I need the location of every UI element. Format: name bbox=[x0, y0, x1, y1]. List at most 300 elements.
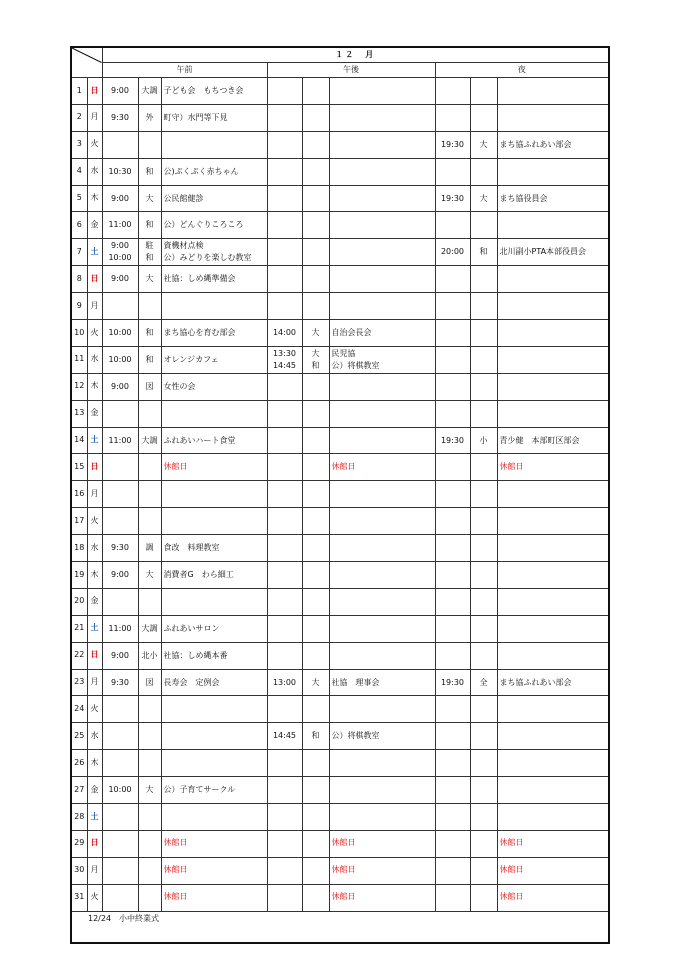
night-time bbox=[435, 131, 470, 158]
event-place: 大 bbox=[145, 193, 154, 203]
afternoon-event bbox=[329, 804, 435, 831]
morning-time bbox=[102, 320, 138, 347]
night-time bbox=[435, 830, 470, 857]
afternoon-place bbox=[302, 723, 329, 750]
night-time bbox=[435, 562, 470, 589]
period-night: 夜 bbox=[435, 63, 609, 78]
afternoon-place bbox=[302, 454, 329, 481]
event-title: 公）みどりを楽しむ教室 bbox=[163, 253, 252, 263]
event-title: 自治会長会 bbox=[331, 327, 372, 337]
event-time: 11:00 bbox=[108, 623, 132, 633]
night-place bbox=[470, 158, 497, 185]
event-title: 女性の会 bbox=[163, 381, 196, 391]
day-row bbox=[71, 185, 609, 212]
morning-closed-notice: 休館日 bbox=[161, 830, 267, 857]
day-number: 8 bbox=[71, 266, 87, 293]
night-closed-notice: 休館日 bbox=[497, 857, 609, 884]
day-row bbox=[71, 884, 609, 911]
afternoon-place bbox=[302, 481, 329, 508]
morning-time bbox=[102, 830, 138, 857]
event-title: まち協心を育む部会 bbox=[163, 327, 236, 337]
event-title: 北川副小PTA本部役員会 bbox=[499, 247, 587, 257]
day-number: 30 bbox=[71, 857, 87, 884]
afternoon-place bbox=[302, 804, 329, 831]
morning-place bbox=[138, 158, 161, 185]
night-place bbox=[470, 185, 497, 212]
event-title: 社協 理事会 bbox=[331, 677, 380, 687]
event-place: 和 bbox=[145, 220, 154, 230]
afternoon-place bbox=[302, 212, 329, 239]
afternoon-place bbox=[302, 696, 329, 723]
night-time bbox=[435, 293, 470, 320]
afternoon-place bbox=[302, 158, 329, 185]
morning-place bbox=[138, 804, 161, 831]
afternoon-time bbox=[267, 320, 302, 347]
weekday: 金 bbox=[87, 777, 102, 804]
morning-place bbox=[138, 642, 161, 669]
night-place bbox=[470, 669, 497, 696]
day-row bbox=[71, 427, 609, 454]
weekday: 月 bbox=[87, 481, 102, 508]
morning-time bbox=[102, 212, 138, 239]
afternoon-place bbox=[302, 588, 329, 615]
afternoon-time bbox=[267, 266, 302, 293]
day-row bbox=[71, 320, 609, 347]
night-place bbox=[470, 615, 497, 642]
afternoon-time bbox=[267, 696, 302, 723]
weekday: 月 bbox=[87, 857, 102, 884]
event-title: 社協：しめ縄準備会 bbox=[163, 274, 236, 284]
morning-event bbox=[161, 804, 267, 831]
day-number: 23 bbox=[71, 669, 87, 696]
event-place: 和 bbox=[145, 354, 154, 364]
morning-place bbox=[138, 104, 161, 131]
morning-event bbox=[161, 615, 267, 642]
event-place: 和 bbox=[145, 253, 154, 263]
event-place: 和 bbox=[311, 360, 320, 370]
morning-time bbox=[102, 427, 138, 454]
night-time bbox=[435, 723, 470, 750]
schedule-sheet bbox=[70, 46, 610, 944]
night-place bbox=[470, 535, 497, 562]
morning-closed-notice: 休館日 bbox=[161, 884, 267, 911]
night-event bbox=[497, 239, 609, 266]
event-title: 民児協 bbox=[331, 348, 356, 358]
morning-closed-notice: 休館日 bbox=[161, 857, 267, 884]
morning-place bbox=[138, 78, 161, 105]
weekday: 木 bbox=[87, 562, 102, 589]
morning-time bbox=[102, 723, 138, 750]
night-place bbox=[470, 427, 497, 454]
afternoon-place bbox=[302, 320, 329, 347]
night-event bbox=[497, 750, 609, 777]
night-event bbox=[497, 669, 609, 696]
night-event bbox=[497, 535, 609, 562]
morning-place bbox=[138, 373, 161, 400]
footer-note: 12/24 小中終業式 bbox=[71, 911, 609, 943]
night-event bbox=[497, 777, 609, 804]
day-row bbox=[71, 239, 609, 266]
afternoon-place bbox=[302, 346, 329, 373]
event-time: 9:00 bbox=[111, 274, 129, 284]
morning-place bbox=[138, 588, 161, 615]
day-row bbox=[71, 373, 609, 400]
morning-place bbox=[138, 535, 161, 562]
afternoon-place bbox=[302, 104, 329, 131]
afternoon-place bbox=[302, 508, 329, 535]
day-row bbox=[71, 588, 609, 615]
event-place: 和 bbox=[145, 166, 154, 176]
night-time bbox=[435, 750, 470, 777]
morning-time bbox=[102, 293, 138, 320]
day-number: 1 bbox=[71, 78, 87, 105]
afternoon-time bbox=[267, 535, 302, 562]
day-row bbox=[71, 400, 609, 427]
morning-event bbox=[161, 508, 267, 535]
morning-event bbox=[161, 723, 267, 750]
event-title: まち協ふれあい部会 bbox=[499, 139, 572, 149]
morning-place bbox=[138, 696, 161, 723]
night-time bbox=[435, 642, 470, 669]
morning-event bbox=[161, 400, 267, 427]
afternoon-place bbox=[302, 750, 329, 777]
morning-event bbox=[161, 266, 267, 293]
day-row bbox=[71, 696, 609, 723]
morning-event bbox=[161, 373, 267, 400]
afternoon-place bbox=[302, 562, 329, 589]
afternoon-place bbox=[302, 427, 329, 454]
morning-time bbox=[102, 78, 138, 105]
afternoon-time bbox=[267, 750, 302, 777]
night-time bbox=[435, 454, 470, 481]
afternoon-event bbox=[329, 346, 435, 373]
weekday: 月 bbox=[87, 669, 102, 696]
event-place: 大調 bbox=[141, 85, 158, 95]
day-number: 9 bbox=[71, 293, 87, 320]
morning-event bbox=[161, 535, 267, 562]
morning-time bbox=[102, 131, 138, 158]
night-closed-notice: 休館日 bbox=[497, 830, 609, 857]
night-place bbox=[470, 346, 497, 373]
day-number: 3 bbox=[71, 131, 87, 158]
night-place bbox=[470, 131, 497, 158]
event-time: 13:00 bbox=[272, 677, 297, 687]
day-row bbox=[71, 615, 609, 642]
morning-time bbox=[102, 535, 138, 562]
morning-time bbox=[102, 346, 138, 373]
morning-time bbox=[102, 804, 138, 831]
day-number: 13 bbox=[71, 400, 87, 427]
night-time bbox=[435, 696, 470, 723]
weekday: 日 bbox=[87, 454, 102, 481]
afternoon-event bbox=[329, 185, 435, 212]
afternoon-time bbox=[267, 158, 302, 185]
day-row bbox=[71, 481, 609, 508]
morning-place bbox=[138, 508, 161, 535]
afternoon-place bbox=[302, 185, 329, 212]
day-number: 26 bbox=[71, 750, 87, 777]
event-time: 19:30 bbox=[440, 139, 465, 149]
night-time bbox=[435, 615, 470, 642]
night-event bbox=[497, 78, 609, 105]
weekday: 日 bbox=[87, 78, 102, 105]
morning-closed-notice: 休館日 bbox=[161, 454, 267, 481]
day-number: 17 bbox=[71, 508, 87, 535]
morning-place bbox=[138, 454, 161, 481]
afternoon-place bbox=[302, 777, 329, 804]
morning-time bbox=[102, 481, 138, 508]
day-row bbox=[71, 131, 609, 158]
afternoon-place bbox=[302, 131, 329, 158]
night-event bbox=[497, 642, 609, 669]
night-place bbox=[470, 293, 497, 320]
afternoon-event bbox=[329, 777, 435, 804]
event-place: 大調 bbox=[141, 623, 158, 633]
night-place bbox=[470, 400, 497, 427]
morning-event bbox=[161, 104, 267, 131]
morning-time bbox=[102, 615, 138, 642]
morning-event bbox=[161, 293, 267, 320]
event-title: まち協役員会 bbox=[499, 193, 548, 203]
corner-diagonal bbox=[72, 48, 102, 77]
morning-place bbox=[138, 669, 161, 696]
night-closed-notice: 休館日 bbox=[497, 884, 609, 911]
event-time: 19:30 bbox=[440, 435, 465, 445]
morning-place bbox=[138, 320, 161, 347]
morning-time bbox=[102, 696, 138, 723]
morning-event bbox=[161, 562, 267, 589]
morning-event bbox=[161, 320, 267, 347]
night-event bbox=[497, 104, 609, 131]
event-time: 10:00 bbox=[108, 785, 132, 795]
period-afternoon: 午後 bbox=[267, 63, 435, 78]
event-time: 10:00 bbox=[108, 354, 132, 364]
day-row bbox=[71, 212, 609, 239]
afternoon-time bbox=[267, 562, 302, 589]
afternoon-place bbox=[302, 830, 329, 857]
event-time: 10:00 bbox=[108, 253, 132, 263]
morning-event bbox=[161, 427, 267, 454]
night-place bbox=[470, 830, 497, 857]
night-place bbox=[470, 373, 497, 400]
event-place: 大 bbox=[145, 785, 154, 795]
day-number: 14 bbox=[71, 427, 87, 454]
event-title: 長寿会 定例会 bbox=[163, 677, 220, 687]
afternoon-event bbox=[329, 239, 435, 266]
night-event bbox=[497, 481, 609, 508]
morning-time bbox=[102, 400, 138, 427]
morning-time bbox=[102, 750, 138, 777]
corner-cell bbox=[71, 47, 102, 78]
weekday: 土 bbox=[87, 615, 102, 642]
morning-event bbox=[161, 131, 267, 158]
weekday: 日 bbox=[87, 830, 102, 857]
morning-time bbox=[102, 158, 138, 185]
day-row bbox=[71, 454, 609, 481]
afternoon-time bbox=[267, 104, 302, 131]
night-event bbox=[497, 562, 609, 589]
day-number: 6 bbox=[71, 212, 87, 239]
event-title: 町守）水門等下見 bbox=[163, 112, 228, 122]
event-title: 公）将棋教室 bbox=[331, 360, 380, 370]
afternoon-time bbox=[267, 642, 302, 669]
afternoon-time bbox=[267, 400, 302, 427]
night-time bbox=[435, 239, 470, 266]
afternoon-time bbox=[267, 857, 302, 884]
event-place: 大 bbox=[311, 327, 320, 337]
event-title: 社協：しめ縄本番 bbox=[163, 650, 228, 660]
day-row bbox=[71, 857, 609, 884]
day-number: 21 bbox=[71, 615, 87, 642]
afternoon-place bbox=[302, 615, 329, 642]
night-time bbox=[435, 884, 470, 911]
weekday: 水 bbox=[87, 158, 102, 185]
afternoon-event bbox=[329, 669, 435, 696]
afternoon-event bbox=[329, 696, 435, 723]
afternoon-time bbox=[267, 239, 302, 266]
event-place: 北小 bbox=[141, 650, 158, 660]
afternoon-time bbox=[267, 669, 302, 696]
night-place bbox=[470, 78, 497, 105]
morning-place bbox=[138, 830, 161, 857]
event-title: 資機材点検 bbox=[163, 241, 204, 251]
event-time: 9:30 bbox=[111, 677, 129, 687]
morning-event bbox=[161, 669, 267, 696]
weekday: 水 bbox=[87, 723, 102, 750]
afternoon-event bbox=[329, 535, 435, 562]
afternoon-place bbox=[302, 373, 329, 400]
event-title: 公)ぷくぷく赤ちゃん bbox=[163, 166, 239, 176]
morning-time bbox=[102, 777, 138, 804]
morning-time bbox=[102, 642, 138, 669]
morning-place bbox=[138, 884, 161, 911]
morning-event bbox=[161, 588, 267, 615]
day-row bbox=[71, 158, 609, 185]
day-row bbox=[71, 346, 609, 373]
morning-time bbox=[102, 454, 138, 481]
morning-event bbox=[161, 777, 267, 804]
night-event bbox=[497, 158, 609, 185]
afternoon-place bbox=[302, 239, 329, 266]
night-time bbox=[435, 266, 470, 293]
weekday: 火 bbox=[87, 508, 102, 535]
event-time: 9:30 bbox=[111, 543, 129, 553]
morning-place bbox=[138, 400, 161, 427]
event-title: 消費者G わら細工 bbox=[163, 569, 234, 579]
weekday: 日 bbox=[87, 642, 102, 669]
afternoon-event bbox=[329, 212, 435, 239]
morning-place bbox=[138, 346, 161, 373]
afternoon-time bbox=[267, 78, 302, 105]
night-place bbox=[470, 696, 497, 723]
morning-event bbox=[161, 750, 267, 777]
afternoon-event bbox=[329, 78, 435, 105]
event-place: 大 bbox=[479, 193, 488, 203]
night-event bbox=[497, 427, 609, 454]
morning-place bbox=[138, 857, 161, 884]
afternoon-event bbox=[329, 373, 435, 400]
night-place bbox=[470, 104, 497, 131]
event-title: 公）子育てサークル bbox=[163, 785, 236, 795]
afternoon-time bbox=[267, 373, 302, 400]
night-event bbox=[497, 723, 609, 750]
night-place bbox=[470, 777, 497, 804]
afternoon-event bbox=[329, 615, 435, 642]
morning-event bbox=[161, 239, 267, 266]
event-title: 公民館健診 bbox=[163, 193, 204, 203]
afternoon-event bbox=[329, 266, 435, 293]
event-time: 13:30 bbox=[272, 348, 297, 358]
event-title: 公）将棋教室 bbox=[331, 731, 380, 741]
weekday: 火 bbox=[87, 131, 102, 158]
event-time: 14:45 bbox=[272, 731, 297, 741]
event-time: 9:00 bbox=[111, 85, 129, 95]
event-time: 20:00 bbox=[440, 247, 465, 257]
day-number: 16 bbox=[71, 481, 87, 508]
day-number: 22 bbox=[71, 642, 87, 669]
morning-place bbox=[138, 481, 161, 508]
afternoon-event bbox=[329, 562, 435, 589]
event-place: 図 bbox=[145, 381, 154, 391]
morning-place bbox=[138, 750, 161, 777]
event-place: 調 bbox=[145, 543, 154, 553]
event-time: 14:45 bbox=[272, 360, 297, 370]
night-place bbox=[470, 884, 497, 911]
afternoon-event bbox=[329, 750, 435, 777]
afternoon-time bbox=[267, 830, 302, 857]
afternoon-place bbox=[302, 884, 329, 911]
weekday: 金 bbox=[87, 400, 102, 427]
afternoon-time bbox=[267, 293, 302, 320]
night-place bbox=[470, 857, 497, 884]
schedule-table bbox=[70, 46, 610, 944]
event-title: まち協ふれあい部会 bbox=[499, 677, 572, 687]
afternoon-event bbox=[329, 131, 435, 158]
day-row bbox=[71, 266, 609, 293]
day-number: 27 bbox=[71, 777, 87, 804]
morning-place bbox=[138, 293, 161, 320]
night-time bbox=[435, 588, 470, 615]
afternoon-event bbox=[329, 427, 435, 454]
afternoon-event bbox=[329, 158, 435, 185]
event-place: 和 bbox=[311, 731, 320, 741]
weekday: 土 bbox=[87, 239, 102, 266]
morning-event bbox=[161, 185, 267, 212]
afternoon-place bbox=[302, 293, 329, 320]
night-closed-notice: 休館日 bbox=[497, 454, 609, 481]
weekday: 月 bbox=[87, 293, 102, 320]
day-number: 11 bbox=[71, 346, 87, 373]
afternoon-closed-notice: 休館日 bbox=[329, 830, 435, 857]
night-time bbox=[435, 320, 470, 347]
event-place: 大 bbox=[145, 274, 154, 284]
night-event bbox=[497, 400, 609, 427]
afternoon-time bbox=[267, 131, 302, 158]
night-time bbox=[435, 804, 470, 831]
afternoon-time bbox=[267, 508, 302, 535]
day-row bbox=[71, 293, 609, 320]
weekday: 火 bbox=[87, 884, 102, 911]
event-time: 19:30 bbox=[440, 677, 465, 687]
night-event bbox=[497, 373, 609, 400]
weekday: 土 bbox=[87, 804, 102, 831]
day-row bbox=[71, 642, 609, 669]
night-event bbox=[497, 131, 609, 158]
day-row bbox=[71, 777, 609, 804]
night-time bbox=[435, 373, 470, 400]
day-number: 25 bbox=[71, 723, 87, 750]
night-place bbox=[470, 454, 497, 481]
